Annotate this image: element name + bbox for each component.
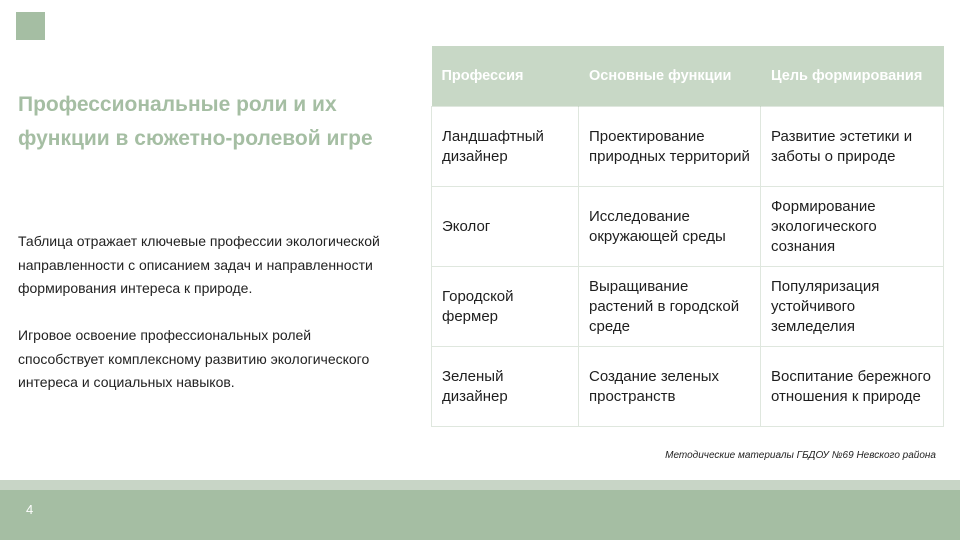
cell-functions: Выращивание растений в городской среде (579, 267, 761, 347)
slide-title: Профессиональные роли и их функции в сюжетно-ролевой игре (18, 93, 373, 150)
source-note: Методические материалы ГБДОУ №69 Невского района (665, 450, 936, 461)
header-functions: Основные функции (579, 46, 761, 107)
cell-profession: Городской фермер (432, 267, 579, 347)
page-number: 4 (26, 502, 34, 517)
cell-goal: Развитие эстетики и заботы о природе (761, 107, 944, 187)
table-row (432, 347, 944, 427)
description-text (18, 230, 398, 418)
cell-functions: Исследование окружающей среды (579, 187, 761, 267)
header-profession: Профессия (432, 46, 579, 107)
table-header-row (432, 46, 944, 107)
paragraph-1: Таблица отражает ключевые профессии экологической направленности с описанием задач и направленности формирования интереса к природе. (18, 233, 380, 296)
cell-functions: Проектирование природных территорий (579, 107, 761, 187)
table-row (432, 267, 944, 347)
decorative-square (16, 12, 45, 40)
footer-band (0, 480, 960, 490)
cell-goal: Воспитание бережного отношения к природе (761, 347, 944, 427)
cell-goal: Популяризация устойчивого земледелия (761, 267, 944, 347)
cell-profession: Эколог (432, 187, 579, 267)
header-goal: Цель формирования (761, 46, 944, 107)
paragraph-2: Игровое освоение профессиональных ролей способствует комплексному развитию экологического интереса и социальных навыков. (18, 327, 370, 390)
cell-goal: Формирование экологического сознания (761, 187, 944, 267)
table-row (432, 187, 944, 267)
cell-profession: Ландшафтный дизайнер (432, 107, 579, 187)
cell-functions: Создание зеленых пространств (579, 347, 761, 427)
footer (0, 490, 960, 540)
cell-profession: Зеленый дизайнер (432, 347, 579, 427)
professions-table (431, 46, 943, 427)
table-row (432, 107, 944, 187)
